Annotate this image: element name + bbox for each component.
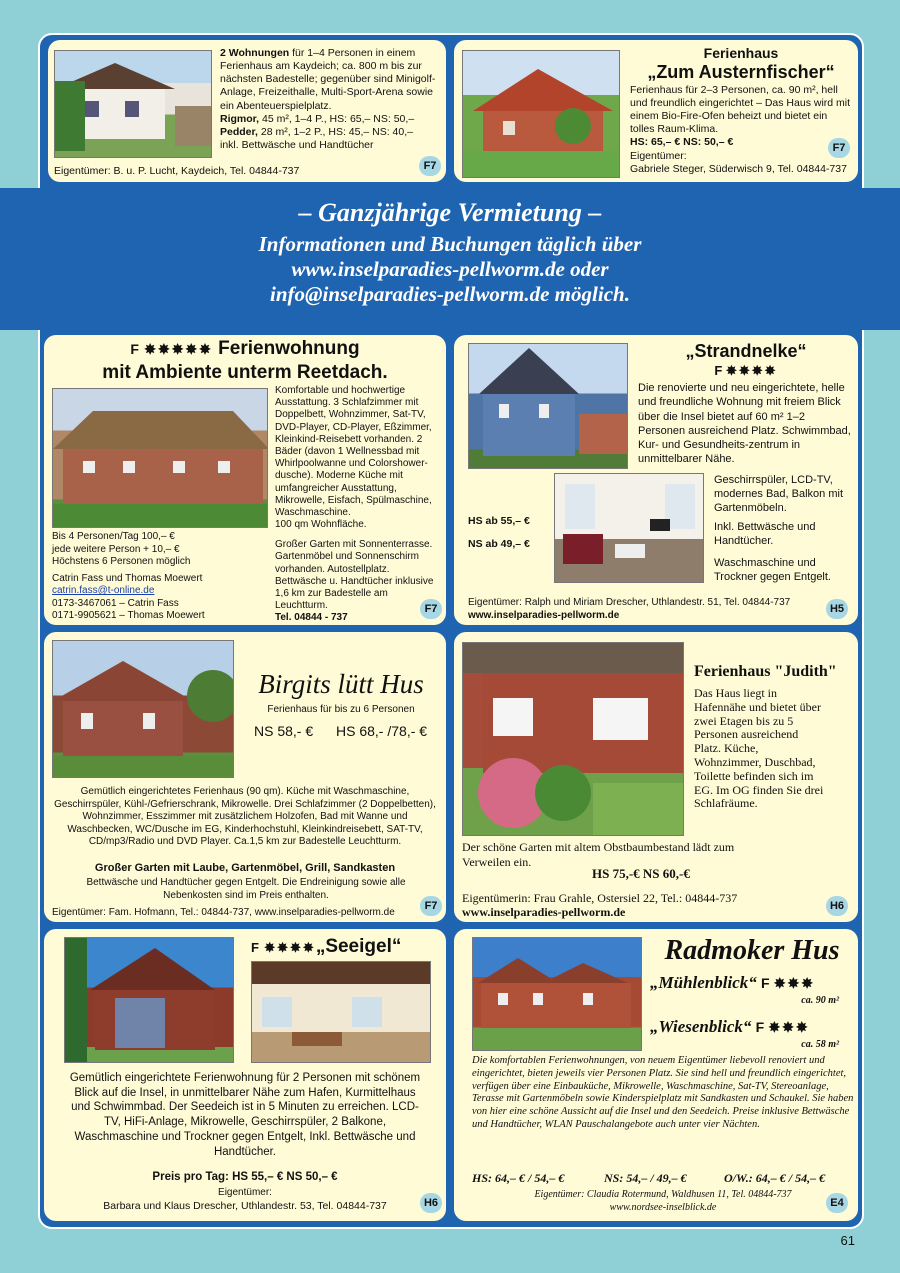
unit1-rating-f: F: [761, 975, 770, 991]
extras-note: Bettwäsche und Handtücher gegen Entgelt. Die Endreinigung sowie alle Nebenkosten sind im Preis enthalten.: [86, 877, 406, 901]
owners: Catrin Fass und Thomas Moewert: [52, 572, 203, 584]
price-hs: HS ab 55,– €: [468, 515, 530, 527]
unit1-area: ca. 90 m²: [801, 995, 839, 1006]
banner-title: – Ganzjährige Vermietung –: [298, 198, 602, 227]
interior-photo: [554, 473, 704, 583]
description: Komfortable und hochwertige Ausstattung. 3 Schlafzimmer mit Doppelbett, Wohnzimmer, Sat-TV, DVD-Player, CD-Player, Eßzimmer, Kleinkind-Reisebett vorhanden. 2 Bäder (davon 1 Wellnessbad mit Whirlpoolwanne und Colorshower-dusche). Moderne Küche mit umfangreicher Ausstattung, Mikrowelle, Eisfach, Spülmaschine, Waschmaschine.: [275, 385, 432, 518]
house-photo: [64, 937, 234, 1063]
house-photo: [472, 937, 642, 1051]
listing-strandnelke: [454, 335, 858, 625]
rating-f: F: [130, 341, 139, 357]
title: „Strandnelke“: [685, 341, 807, 361]
subtitle: Ferienhaus für bis zu 6 Personen: [267, 704, 415, 715]
feature-text: Waschmaschine und Trockner gegen Entgelt.: [714, 557, 831, 584]
listing-reetdach: [44, 335, 446, 625]
unit2-name: „Wiesenblick“: [650, 1017, 752, 1036]
interior-photo: [251, 961, 431, 1063]
garden-line: Großer Garten mit Laube, Gartenmöbel, Grill, Sandkasten: [94, 862, 396, 874]
location-badge: F7: [828, 138, 850, 158]
description: Die renovierte und neu eingerichtete, helle und freundliche Wohnung mit freiem Blick über die Insel bietet auf 60 m² 1–2 Personen ausreichend Platz. Schwimmbad, Kur- und Gesundheits-zentrum in unmittelbarer Nähe.: [638, 382, 851, 466]
garden-description: Der schöne Garten mit altem Obstbaumbestand lädt zum Verweilen ein.: [462, 840, 735, 869]
price-ow: O/W.: 64,– € / 54,– €: [724, 1171, 826, 1185]
prices: HS 75,-€ NS 60,-€: [592, 866, 690, 881]
unit-pedder-text: 28 m², 1–2 P., HS: 45,– NS: 40,–: [257, 125, 413, 138]
email-link[interactable]: catrin.fass@t-online.de: [52, 585, 155, 596]
rating-stars: ✸✸✸✸: [726, 363, 778, 378]
title-line2: „Zum Austernfischer“: [647, 62, 835, 82]
unit1-rating-stars: ✸✸✸: [773, 975, 816, 991]
location-badge: H5: [826, 599, 848, 619]
unit2-rating-f: F: [755, 1019, 765, 1035]
price-ns: NS 58,- €: [254, 723, 314, 739]
price-ns: NS ab 49,– €: [468, 538, 530, 550]
rating-f: F: [714, 363, 723, 378]
listing-birgits-luett-hus: [44, 632, 446, 922]
banner-email: info@inselparadies-pellworm.de möglich.: [270, 282, 630, 306]
listing-judith: [454, 632, 858, 922]
price-hs: HS: 64,– € / 54,– €: [472, 1171, 565, 1185]
rating-f: F: [251, 940, 259, 955]
feature-text: Inkl. Bettwäsche und Handtücher.: [714, 521, 816, 548]
listing-seeigel: [44, 929, 446, 1221]
location-badge: F7: [420, 599, 442, 619]
location-badge: F7: [420, 896, 442, 916]
phone-line: 0173-3467061 – Catrin Fass: [52, 597, 179, 609]
info-banner: [0, 188, 900, 330]
phone-line: 0171-9905621 – Thomas Moewert: [52, 610, 205, 621]
house-photo: [52, 388, 268, 528]
owner-line: Eigentümer: Claudia Rotermund, Waldhusen 11, Tel. 04844-737: [534, 1189, 792, 1200]
unit-rigmor-text: 45 m², 1–4 P., HS: 65,– NS: 50,–: [259, 112, 415, 125]
unit2-rating-stars: ✸✸✸: [768, 1019, 810, 1035]
owner-line: Gabriele Steger, Süderwisch 9, Tel. 04844-737: [630, 163, 847, 175]
unit-pedder-label: Pedder,: [220, 125, 258, 138]
description: für 1–4 Personen in einem Ferienhaus am Kaydeich; ca. 800 m bis zur nächsten Badestelle; gegenüber sind Minigolf-Anlage, Freizeithalle, Multi-Sport-Arena sowie ein Abenteuerspielplatz.: [220, 47, 436, 112]
banner-website: www.inselparadies-pellworm.de oder: [291, 257, 609, 281]
location-badge: H6: [420, 1193, 442, 1213]
description: Gemütlich eingerichtetes Ferienhaus (90 qm). Küche mit Waschmaschine, Geschirrspüler, Kühl-/Gefrierschrank, Mikrowelle. Drei Schlafzimmer (2 Doppelbetten), Wohnzimmer, Esszimmer mit zusätzlichem Holzofen, Bad mit Wanne und Waschbecken, WC/Dusche im EG, Kinderhochstuhl, Kleinkindreisebett, SAT-TV, CD/mp3/Radio und DVD Player. Ca.1,5 km zur Badestelle Leuchtturm.: [54, 786, 436, 847]
owner-line: Barbara und Klaus Drescher, Uthlandestr. 53, Tel. 04844-737: [103, 1200, 387, 1212]
website: www.nordsee-inselblick.de: [609, 1202, 717, 1213]
page-number: 61: [840, 1233, 855, 1248]
website: www.inselparadies-pellworm.de: [468, 610, 620, 621]
house-photo: [462, 642, 684, 836]
garden-description: Großer Garten mit Sonnenterrasse. Gartenmöbel und Sonnenschirm vorhanden. Autostellplatz. Bettwäsche u. Handtücher inklusive 1,6 km zur Badestelle am Leuchtturm.: [275, 539, 434, 612]
prices: Preis pro Tag: HS 55,– € NS 50,– €: [152, 1171, 338, 1183]
prices: HS: 65,– € NS: 50,– €: [630, 136, 734, 148]
description: Ferienhaus für 2–3 Personen, ca. 90 m², hell und freundlich eingerichtet – Das Haus wird mit einem Bio-Fire-Ofen beheizt und bietet ein tolles Raum-Klima.: [630, 84, 851, 136]
title-line1: Ferienwohnung: [218, 338, 360, 359]
price-line: jede weitere Person + 10,– €: [52, 543, 180, 555]
unit2-area: ca. 58 m²: [801, 1039, 839, 1050]
house-photo: [52, 640, 234, 778]
description: Das Haus liegt in Hafennähe und bietet über zwei Etagen bis zu 5 Personen ausreichend Platz. Küche, Wohnzimmer, Duschbad, Toilette befinden sich im EG. Im OG finden Sie drei Schlafräume.: [694, 686, 824, 811]
title: Radmoker Hus: [664, 935, 840, 966]
heading-bold: 2 Wohnungen: [220, 47, 290, 59]
banner-line: Informationen und Buchungen täglich über: [258, 232, 642, 256]
rating-stars: ✸✸✸✸✸: [144, 341, 213, 357]
owner-line: Eigentümerin: Frau Grahle, Ostersiel 22, Tel.: 04844-737: [462, 891, 738, 905]
price-hs: HS 68,- /78,- €: [336, 723, 428, 739]
title: „Seeigel“: [315, 936, 402, 957]
price-line: Höchstens 6 Personen möglich: [52, 556, 191, 567]
location-badge: F7: [419, 156, 441, 176]
title-line2: mit Ambiente unterm Reetdach.: [102, 362, 388, 383]
house-photo: [468, 343, 628, 469]
listing-lucht: [48, 40, 446, 182]
listing-austernfischer: [454, 40, 858, 182]
title: Ferienhaus "Judith": [694, 663, 837, 680]
price-line: Bis 4 Personen/Tag 100,– €: [52, 531, 175, 542]
location-badge: H6: [826, 896, 848, 916]
website: www.inselparadies-pellworm.de: [462, 905, 626, 919]
owner-line: Eigentümer: B. u. P. Lucht, Kaydeich, Tel. 04844-737: [54, 165, 300, 177]
extras-note: inkl. Bettwäsche und Handtücher: [220, 138, 374, 151]
listing-radmoker-hus: [454, 929, 858, 1221]
owner-label: Eigentümer:: [630, 150, 687, 162]
title: Birgits lütt Hus: [258, 669, 424, 699]
unit1-name: „Mühlenblick“: [650, 973, 757, 992]
price-ns: NS: 54,– / 49,– €: [604, 1171, 687, 1185]
house-photo: [54, 50, 212, 158]
description: Gemütlich eingerichtete Ferienwohnung für 2 Personen mit schönem Blick auf die Insel, in unmittelbarer Nähe zum Hafen, Kurmittelhaus und Schwimmbad. Der Seedeich ist in 5 Minuten zu erreichen. LCD-TV, HiFi-Anlage, Mikrowelle, Geschirrspüler, 2 Balkone, Waschmaschine und Trockner gegen Entgelt, Inkl. Bettwäsche und Handtücher.: [69, 1072, 421, 1158]
living-area: 100 qm Wohnfläche.: [275, 519, 367, 531]
description: Die komfortablen Ferienwohnungen, von neuem Eigentümer liebevoll renoviert und eingerichtet, bieten jeweils vier Personen Platz. Sie sind hell und freundlich eingerichtet, verfügen über eine Einbauküche, Mikrowelle, Waschmaschine, Sat-TV, Stereoanlage, Terasse mit Gartenmöbeln sowie Kinderspielplatz mit Sandkasten und Schaukel. Sie haben von hier eine schöne Aussicht auf die Insel und den Seedeich. Preise inklusive Bettwäsche und Handtücher, WLAN Pauschalangebote auch unter vier Nächten.: [472, 1055, 854, 1130]
owner-line: Eigentümer: Fam. Hofmann, Tel.: 04844-737, www.inselparadies-pellworm.de: [52, 907, 395, 918]
phone: Tel. 04844 - 737: [275, 612, 348, 624]
title-line1: Ferienhaus: [703, 45, 779, 61]
house-photo: [462, 50, 620, 178]
rating-stars: ✸✸✸✸: [264, 940, 316, 955]
owner-line: Eigentümer: Ralph und Miriam Drescher, Uthlandestr. 51, Tel. 04844-737: [468, 597, 791, 608]
owner-label: Eigentümer:: [218, 1187, 272, 1198]
unit-rigmor-label: Rigmor,: [220, 112, 260, 125]
location-badge: E4: [826, 1193, 848, 1213]
feature-text: Geschirrspüler, LCD-TV, modernes Bad, Balkon mit Gartenmöbeln.: [714, 474, 844, 515]
